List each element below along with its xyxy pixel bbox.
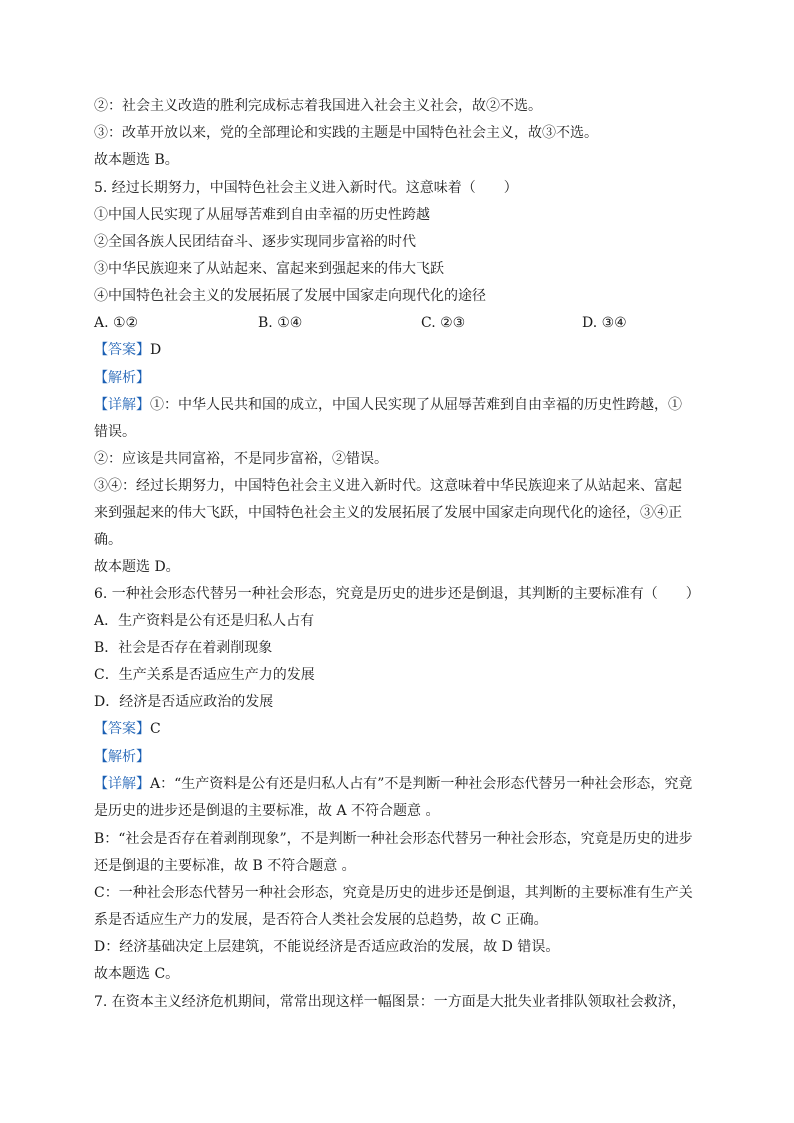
answer-value: C <box>150 721 161 737</box>
question-5-statement: ③中华民族迎来了从站起来、富起来到强起来的伟大飞跃 <box>94 261 444 277</box>
detail-line: D：经济基础决定上层建筑，不能说经济是否适应政治的发展，故 D 错误。 <box>94 939 560 955</box>
detail-line: 是历史的进步还是倒退的主要标准，故 A 不符合题意 。 <box>94 803 440 819</box>
detail-line: 错误。 <box>94 424 136 440</box>
text-line: ②：社会主义改造的胜利完成标志着我国进入社会主义社会，故②不选。 <box>94 98 542 114</box>
detail-line: 确。 <box>94 532 122 548</box>
detail-line: 【详解】①：中华人民共和国的成立，中国人民实现了从屈辱苦难到自由幸福的历史性跨越，① <box>94 397 682 413</box>
detail-line: 故本题选 C。 <box>94 966 180 982</box>
question-6-stem: 6. 一种社会形态代替另一种社会形态，究竟是历史的进步还是倒退，其判断的主要标准有（ ） <box>94 586 700 602</box>
analysis-tag: 【解析】 <box>94 370 150 386</box>
answer-value: D <box>150 342 162 358</box>
question-5-option-c: C. ②③ <box>421 315 466 331</box>
question-5-option-d: D. ③④ <box>582 315 627 331</box>
detail-line: 还是倒退的主要标准，故 B 不符合题意 。 <box>94 858 356 874</box>
question-5-statement: ①中国人民实现了从屈辱苦难到自由幸福的历史性跨越 <box>94 207 430 223</box>
question-5-option-a: A. ①② <box>94 315 139 331</box>
question-5-option-b: B. ①④ <box>258 315 303 331</box>
detail-tag: 【详解】 <box>94 397 150 413</box>
analysis-tag: 【解析】 <box>94 749 150 765</box>
question-6-option-b: B．社会是否存在着剥削现象 <box>94 640 273 656</box>
answer-line <box>94 340 161 360</box>
answer-line <box>94 719 161 739</box>
text-line: 故本题选 B。 <box>94 152 179 168</box>
detail-line: B：“社会是否存在着剥削现象”，不是判断一种社会形态代替另一种社会形态，究竟是历史的进步 <box>94 831 693 847</box>
detail-line: 故本题选 D。 <box>94 559 180 575</box>
question-7-stem: 7. 在资本主义经济危机期间，常常出现这样一幅图景：一方面是大批失业者排队领取社会救济， <box>94 994 686 1010</box>
question-5-stem: 5. 经过长期努力，中国特色社会主义进入新时代。这意味着（ ） <box>94 180 518 196</box>
question-6-option-c: C．生产关系是否适应生产力的发展 <box>94 667 315 683</box>
detail-line: ②：应该是共同富裕，不是同步富裕，②错误。 <box>94 451 388 467</box>
detail-tag: 【详解】 <box>94 776 150 792</box>
question-6-option-d: D．经济是否适应政治的发展 <box>94 694 274 710</box>
answer-tag: 【答案】 <box>94 342 150 358</box>
question-5-statement: ④中国特色社会主义的发展拓展了发展中国家走向现代化的途径 <box>94 288 486 304</box>
answer-tag: 【答案】 <box>94 721 150 737</box>
text-line: ③：改革开放以来，党的全部理论和实践的主题是中国特色社会主义，故③不选。 <box>94 125 598 141</box>
question-5-statement: ②全国各族人民团结奋斗、逐步实现同步富裕的时代 <box>94 234 416 250</box>
detail-line: ③④：经过长期努力，中国特色社会主义进入新时代。这意味着中华民族迎来了从站起来、富起 <box>94 478 682 494</box>
detail-line: 来到强起来的伟大飞跃，中国特色社会主义的发展拓展了发展中国家走向现代化的途径，③④正 <box>94 505 682 521</box>
detail-line: C：一种社会形态代替另一种社会形态，究竟是历史的进步还是倒退，其判断的主要标准有生产关 <box>94 885 693 901</box>
detail-line: 【详解】A：“生产资料是公有还是归私人占有”不是判断一种社会形态代替另一种社会形态，究竟 <box>94 776 693 792</box>
detail-line: 系是否适应生产力的发展，是否符合人类社会发展的总趋势，故 C 正确。 <box>94 912 548 928</box>
question-6-option-a: A．生产资料是公有还是归私人占有 <box>94 613 315 629</box>
